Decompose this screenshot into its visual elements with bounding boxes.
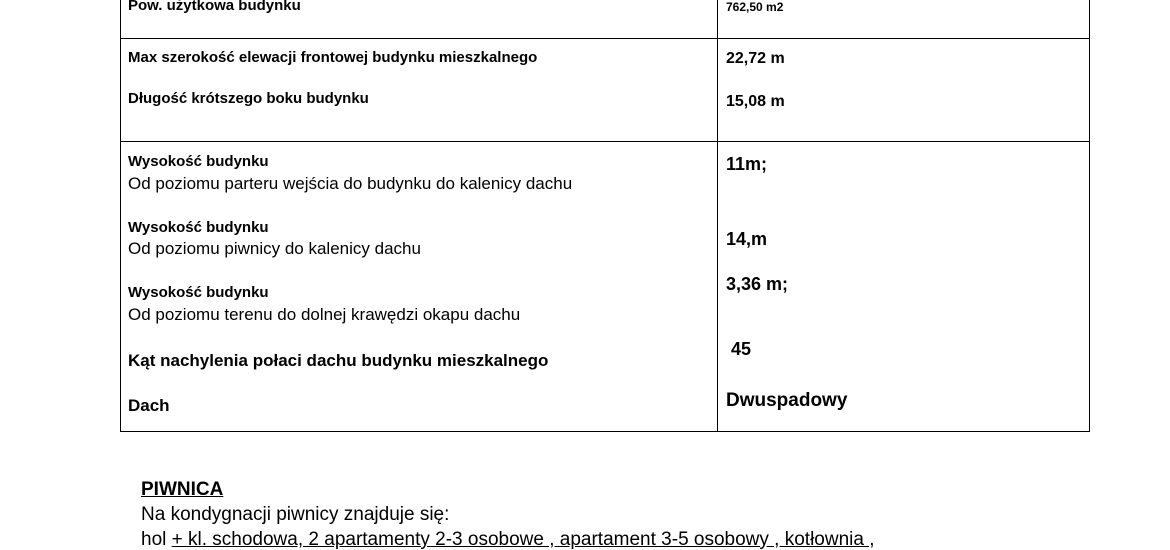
table-rule-row1-bottom [120,38,1090,39]
roof-type-label: Dach [128,396,170,415]
section-heading-basement: PIWNICA [141,479,224,500]
height-3-value: 3,36 m; [726,274,789,294]
table-rule-bottom [120,431,1090,432]
height-2-value: 14,m [726,229,768,249]
height-2-title: Wysokość budynku [128,219,269,236]
roof-angle-label: Kąt nachylenia połaci dachu budynku mieszkalnego [128,351,549,370]
usable-area-label: Pow. użytkowa budynku [128,0,301,14]
basement-rooms-line [141,530,875,549]
height-2-description: Od poziomu piwnicy do kalenicy dachu [128,239,421,258]
table-rule-left [120,0,121,432]
front-elevation-width-value: 22,72 m [726,50,785,67]
roof-angle-value: 45 [731,339,752,359]
shorter-side-length-value: 15,08 m [726,93,785,110]
basement-intro-text: Na kondygnacji piwnicy znajduje się: [141,504,450,525]
usable-area-value: 762,50 m2 [726,0,784,14]
height-3-title: Wysokość budynku [128,284,269,301]
height-1-value: 11m; [726,154,768,174]
shorter-side-length-label: Długość krótszego boku budynku [128,90,369,107]
basement-rooms-prefix: hol [141,529,172,550]
basement-rooms-underlined: + kl. schodowa, 2 apartamenty 2-3 osobowe , apartament 3-5 osobowy , kotłownia , [171,529,875,550]
table-rule-right [1089,0,1090,432]
table-rule-row2-bottom [120,141,1090,142]
height-1-title: Wysokość budynku [128,153,269,170]
roof-type-value: Dwuspadowy [726,390,848,411]
table-rule-middle [717,0,718,432]
height-1-description: Od poziomu parteru wejścia do budynku do kalenicy dachu [128,174,573,193]
front-elevation-width-label: Max szerokość elewacji frontowej budynku mieszkalnego [128,49,538,66]
height-3-description: Od poziomu terenu do dolnej krawędzi okapu dachu [128,305,521,324]
